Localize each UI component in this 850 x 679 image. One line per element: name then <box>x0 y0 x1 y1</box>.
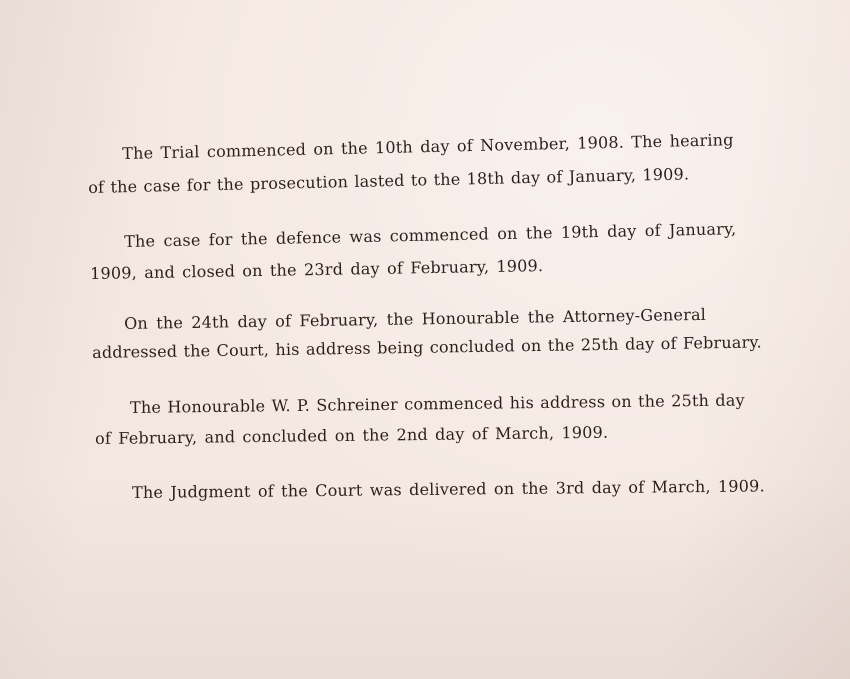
text-line: The Trial commenced on the 10th day of November, 1908. The hearing <box>122 130 734 163</box>
text-line: The Honourable W. P. Schreiner commenced his address on the 25th day <box>130 390 745 417</box>
text-line: addressed the Court, his address being concluded on the 25th day of February. <box>92 332 762 362</box>
text-line: of February, and concluded on the 2nd day of March, 1909. <box>95 422 609 448</box>
text-line: The case for the defence was commenced on the 19th day of January, <box>124 219 737 251</box>
text-line: of the case for the prosecution lasted to the 18th day of January, 1909. <box>88 164 690 197</box>
text-line: 1909, and closed on the 23rd day of February, 1909. <box>90 256 544 283</box>
text-line: On the 24th day of February, the Honourable the Attorney-General <box>124 304 707 333</box>
text-line: The Judgment of the Court was delivered on the 3rd day of March, 1909. <box>132 476 765 502</box>
